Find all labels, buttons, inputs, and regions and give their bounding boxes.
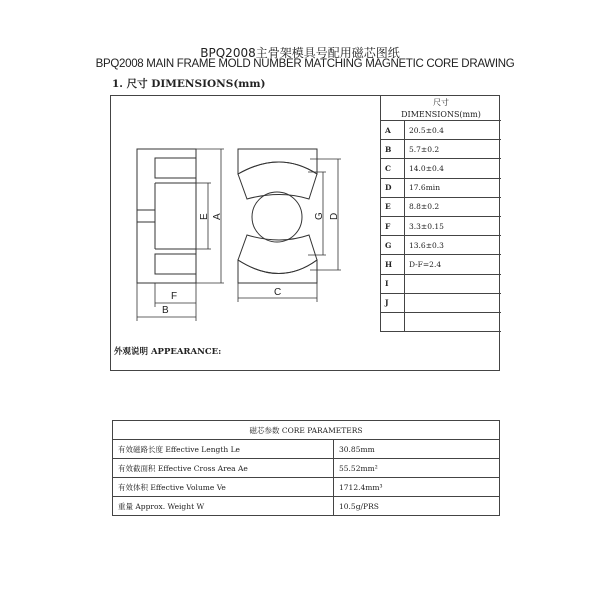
dimension-row [381,236,501,255]
dimension-row [381,294,501,313]
core-parameters-table [112,420,500,516]
dimension-row [381,255,501,274]
core-drawing [110,95,380,371]
dimension-value: 20.5±0.4 [409,125,444,135]
dimension-key: E [381,198,405,216]
parameter-row [113,478,500,497]
label-f: F [171,291,178,302]
dimension-value: 17.6min [409,183,441,193]
dimension-row [381,121,501,140]
dimensions-table [380,95,501,332]
header-cn: 尺寸 [433,98,449,107]
label-c: C [274,287,282,298]
parameter-label: 有效磁路长度 Effective Length Le [113,440,334,459]
parameter-row [113,440,500,459]
dimension-lines [137,149,341,321]
dimension-value: 8.8±0.2 [409,202,440,212]
top-view [238,149,317,283]
parameter-row [113,497,500,516]
dimension-row [381,179,501,198]
core-parameters-header: 磁芯参数 CORE PARAMETERS [113,421,500,440]
dimension-row [381,217,501,236]
dimension-key: D [381,179,405,197]
parameter-value: 1712.4mm³ [334,478,500,497]
dimension-value: 5.7±0.2 [409,144,440,154]
parameter-label: 重量 Approx. Weight W [113,497,334,516]
parameter-label: 有效截面积 Effective Cross Area Ae [113,459,334,478]
dimension-value: 13.6±0.3 [409,240,444,250]
parameter-value: 30.85mm [334,440,500,459]
dimension-key [381,313,405,331]
dimension-key: A [381,121,405,139]
dimension-key: G [381,236,405,254]
label-g: G [314,212,325,220]
parameter-label: 有效体积 Effective Volume Ve [113,478,334,497]
dimension-value: D-F=2.4 [409,259,442,269]
dimension-row [381,140,501,159]
title-cn: BPQ2008主骨架模具号配用磁芯图纸 [200,46,400,60]
label-d: D [329,212,340,220]
dimension-row [381,275,501,294]
label-a: A [212,213,223,220]
title-en: BPQ2008 MAIN FRAME MOLD NUMBER MATCHING MAGNETIC CORE DRAWING [95,58,515,70]
parameter-value: 10.5g/PRS [334,497,500,516]
dimension-key: J [381,294,405,312]
side-view [137,149,196,283]
section-heading: 1. 尺寸 DIMENSIONS(mm) [112,78,266,90]
dimension-key: H [381,255,405,273]
dimension-row [381,313,501,332]
dimension-key: C [381,159,405,177]
label-b: B [162,305,169,316]
dimension-row [381,198,501,217]
dimension-value: 3.3±0.15 [409,221,444,231]
dimension-key: I [381,275,405,293]
dimension-row [381,159,501,178]
parameter-row [113,459,500,478]
label-e: E [199,213,210,220]
parameter-value: 55.52mm² [334,459,500,478]
dimension-value: 14.0±0.4 [409,163,444,173]
dimension-key: F [381,217,405,235]
dimensions-header [381,95,501,121]
header-en: DIMENSIONS(mm) [401,110,481,119]
dimension-key: B [381,140,405,158]
appearance-label: 外观说明 APPEARANCE: [114,347,222,357]
